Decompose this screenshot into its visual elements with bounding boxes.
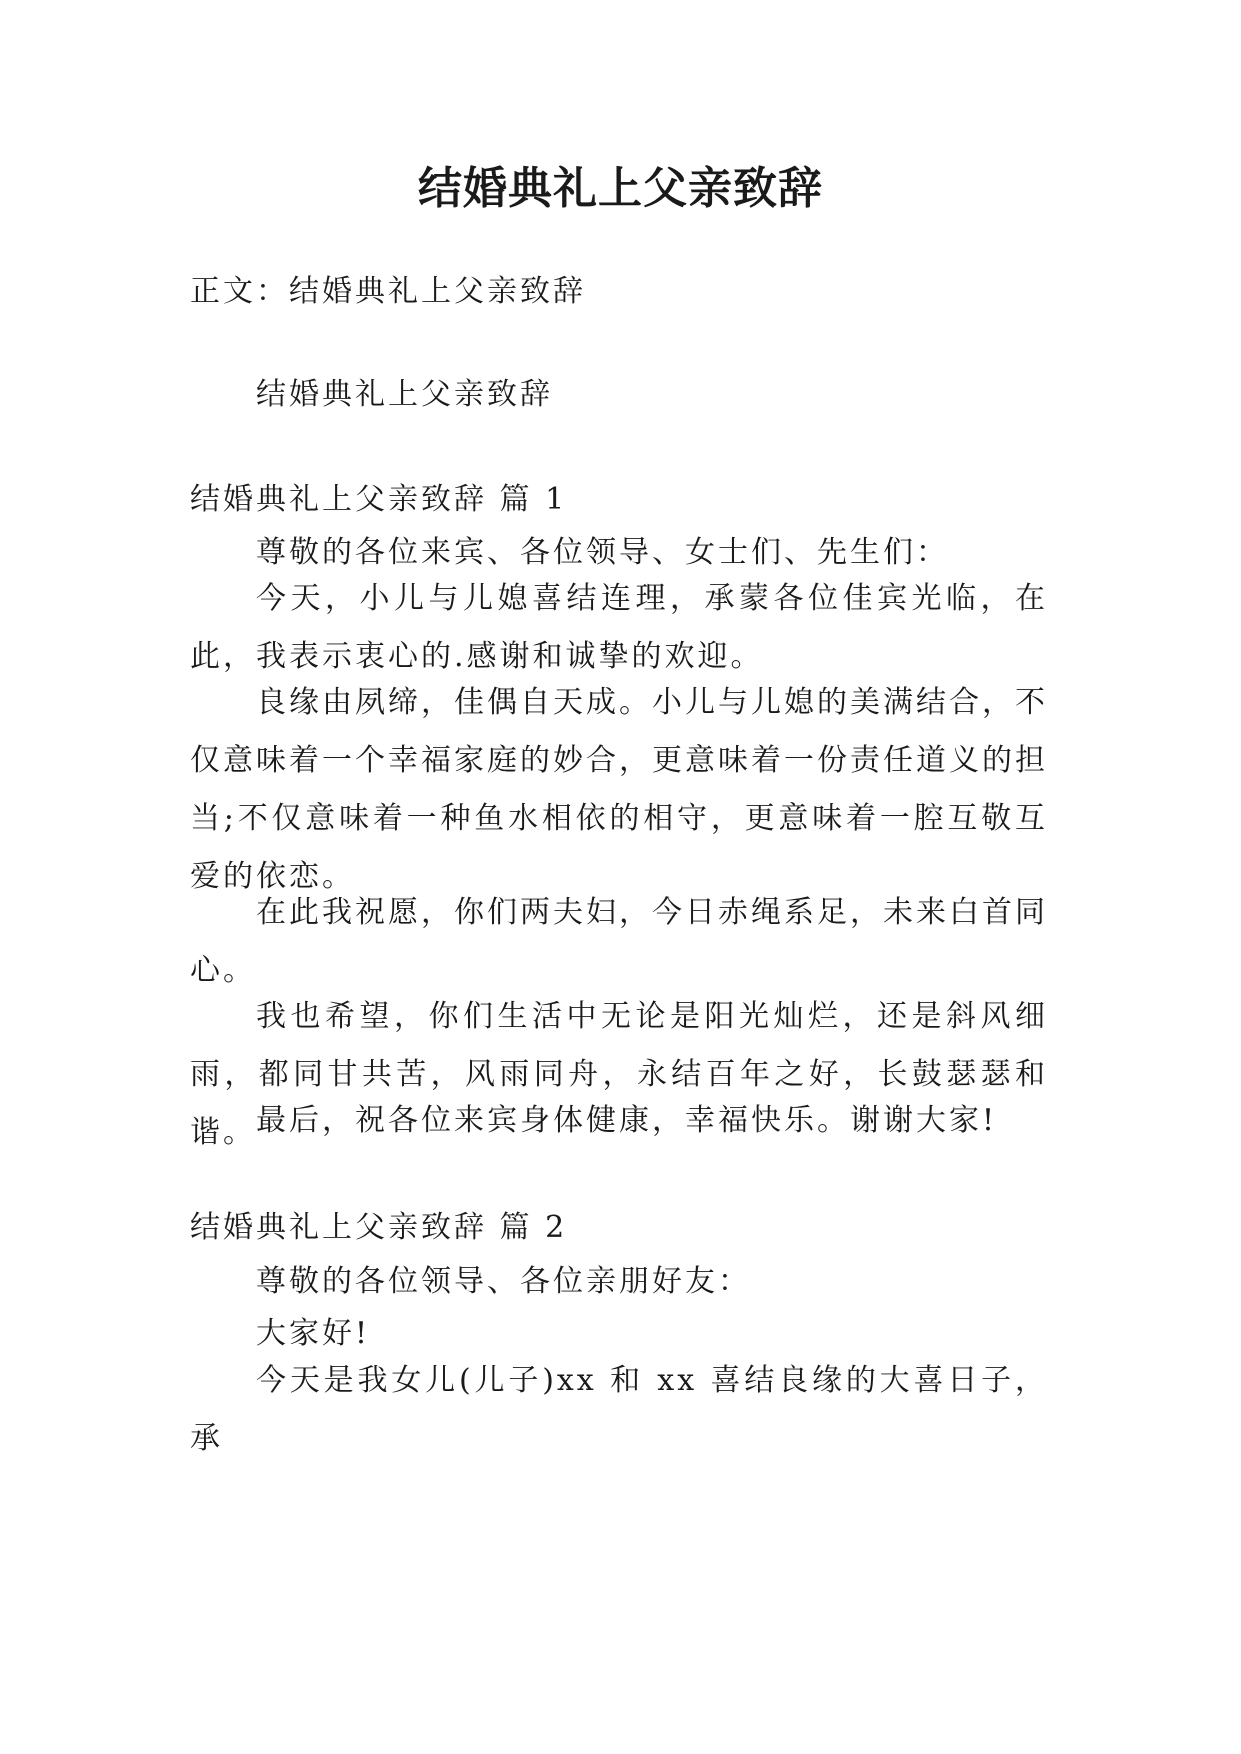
section1-paragraph-4: 我也希望，你们生活中无论是阳光灿烂，还是斜风细雨，都同甘共苦，风雨同舟，永结百年之好，长鼓瑟瑟和谐。	[190, 999, 1048, 1150]
subtitle: 结婚典礼上父亲致辞	[256, 377, 553, 412]
section1-heading: 结婚典礼上父亲致辞 篇 1	[190, 482, 568, 517]
section1-paragraph-5: 最后，祝各位来宾身体健康，幸福快乐。谢谢大家!	[256, 1103, 998, 1138]
section2-hello: 大家好!	[256, 1316, 371, 1351]
section1-greeting: 尊敬的各位来宾、各位领导、女士们、先生们：	[256, 535, 949, 570]
section2-heading: 结婚典礼上父亲致辞 篇 2	[190, 1210, 568, 1245]
body-label: 正文：结婚典礼上父亲致辞	[190, 274, 586, 309]
section1-paragraph-3: 在此我祝愿，你们两夫妇，今日赤绳系足，未来白首同心。	[190, 895, 1048, 988]
document-title: 结婚典礼上父亲致辞	[418, 163, 823, 214]
section2-greeting: 尊敬的各位领导、各位亲朋好友：	[256, 1264, 751, 1299]
section1-paragraph-1: 今天，小儿与儿媳喜结连理，承蒙各位佳宾光临，在此，我表示衷心的.感谢和诚挚的欢迎。	[190, 581, 1048, 674]
section1-paragraph-2: 良缘由夙缔，佳偶自天成。小儿与儿媳的美满结合，不仅意味着一个幸福家庭的妙合，更意味着一份责任道义的担当;不仅意味着一种鱼水相依的相守，更意味着一腔互敬互爱的依恋。	[190, 685, 1048, 894]
section2-paragraph-1: 今天是我女儿(儿子)xx 和 xx 喜结良缘的大喜日子，承	[190, 1363, 1048, 1456]
